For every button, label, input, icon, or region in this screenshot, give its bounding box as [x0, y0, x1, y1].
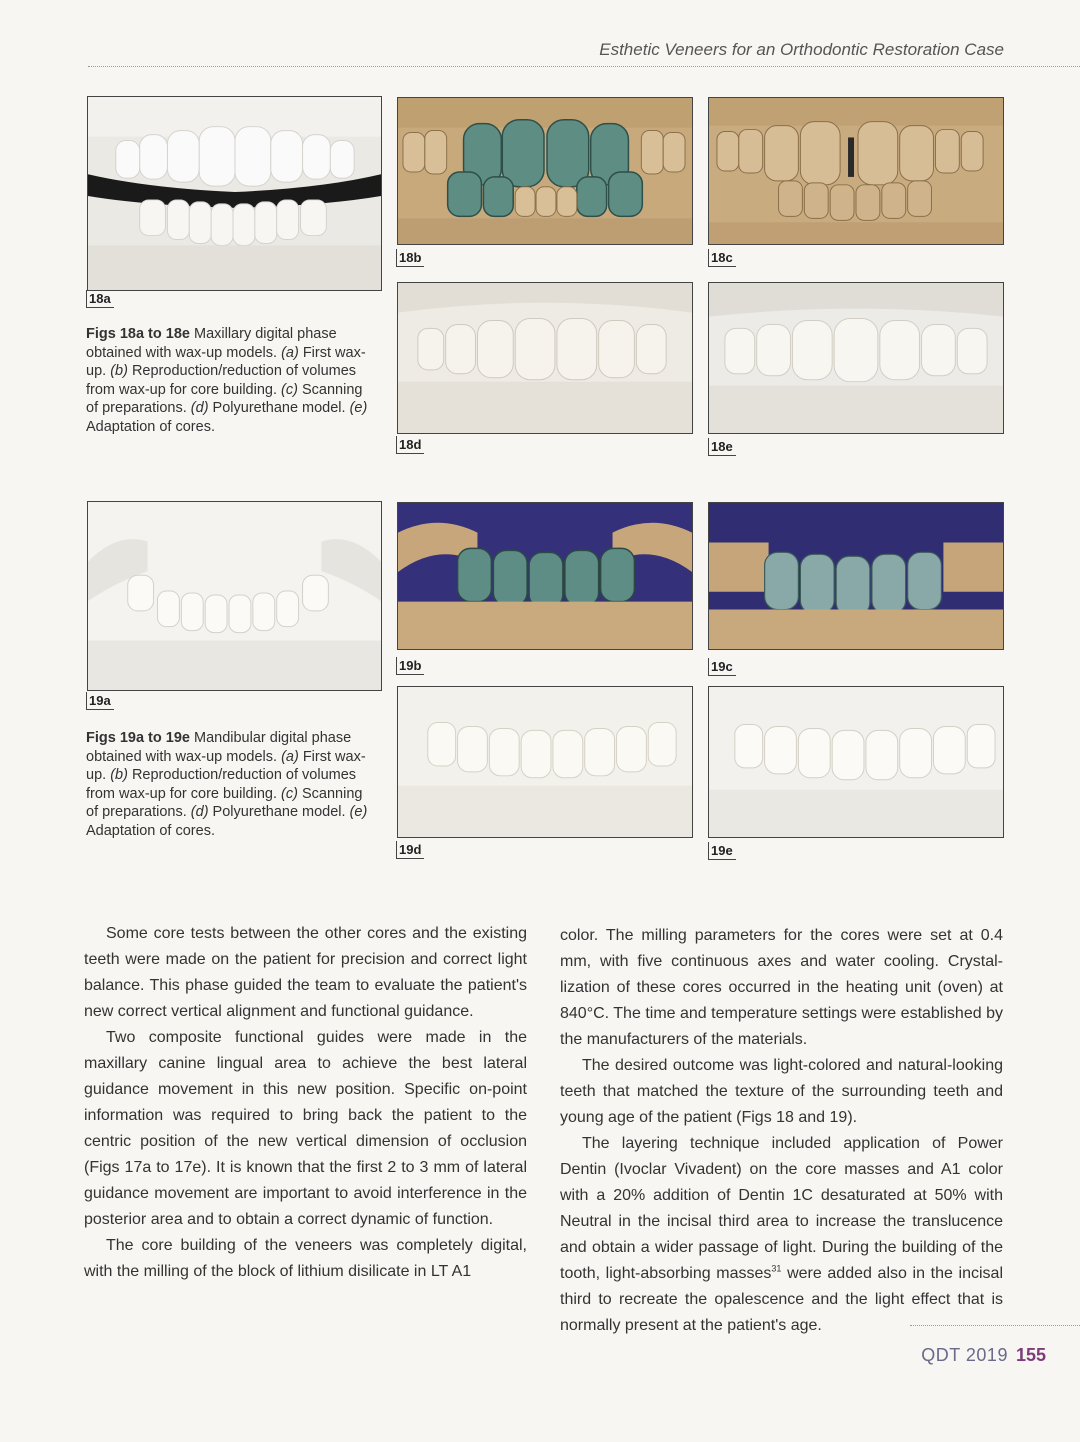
caption-text: Adaptation of cores.	[86, 418, 215, 435]
running-title: Esthetic Veneers for an Orthodontic Restoration Case	[599, 40, 1004, 59]
journal-name: QDT 2019	[921, 1345, 1008, 1365]
figure-18c	[708, 97, 1004, 245]
caption-marker: (e)	[349, 804, 368, 820]
figure-caption-19	[86, 729, 376, 840]
caption-marker: (d)	[190, 804, 209, 820]
caption-title: Figs 19a to 19e	[86, 730, 190, 746]
page-number: 155	[1015, 1345, 1046, 1365]
caption-text: Reproduction/reduction of volumes from wax-up for core building.	[86, 363, 357, 398]
figure-label-18e: 18e	[708, 438, 736, 456]
caption-text: Adaptation of cores.	[86, 822, 215, 839]
caption-text: Polyurethane model.	[208, 804, 350, 820]
caption-text: Polyurethane model.	[208, 400, 350, 416]
caption-marker: (a)	[281, 344, 299, 361]
figure-label-19b: 19b	[396, 657, 424, 675]
body-column-left	[84, 921, 527, 1285]
body-paragraph	[560, 1131, 1003, 1339]
figure-18a	[87, 96, 382, 291]
body-paragraph: color. The milling parameters for the cores were set at 0.4 mm, with five continuous axes and water cooling. Crystallization of these cores occurred in the heating unit (oven) at 840°C. The time and temperature settings were established by the manufacturers of the materials.	[560, 927, 1003, 1048]
figure-label-18b: 18b	[396, 249, 424, 267]
figure-19c	[708, 502, 1004, 650]
figure-18d	[397, 282, 693, 434]
caption-text: Reproduction/reduction of volumes from wax-up for core building.	[86, 767, 357, 802]
figure-19b	[397, 502, 693, 650]
caption-text: Mandibular digital phase obtained with wax-up models.	[86, 730, 352, 765]
caption-marker: (e)	[349, 400, 368, 416]
caption-text: First wax-up.	[86, 344, 366, 379]
figure-label-18d: 18d	[396, 436, 424, 454]
figure-label-19e: 19e	[708, 842, 736, 860]
body-text: were added also in the incisal third to recreate the opalescence and the light effect that is normally present at the patient's age.	[560, 1265, 1003, 1334]
caption-marker: (a)	[281, 748, 299, 765]
caption-marker: (c)	[281, 785, 298, 802]
figure-19d	[397, 686, 693, 838]
figure-label-19c: 19c	[708, 658, 736, 676]
body-paragraph: The desired outcome was light-colored and natural-looking teeth that matched the texture of the surrounding teeth and young age of the patient (Figs 18 and 19).	[560, 1057, 1003, 1126]
figure-caption-18	[86, 325, 376, 436]
caption-marker: (b)	[110, 767, 128, 783]
caption-marker: (c)	[281, 381, 298, 398]
figure-label-18c: 18c	[708, 249, 736, 267]
caption-title: Figs 18a to 18e	[86, 326, 190, 342]
body-column-right	[560, 923, 1003, 1339]
header-rule	[88, 66, 1080, 67]
figure-19e	[708, 686, 1004, 838]
figure-19a	[87, 501, 382, 691]
footer-rule	[910, 1325, 1080, 1326]
figure-18e	[708, 282, 1004, 434]
caption-text: First wax-up.	[86, 748, 366, 783]
figure-label-19a: 19a	[86, 692, 114, 710]
caption-marker: (d)	[190, 400, 209, 416]
caption-text: Maxillary digital phase obtained with wax-up models.	[86, 326, 337, 361]
figure-18b	[397, 97, 693, 245]
caption-text: Scanning of preparations.	[86, 381, 363, 416]
body-paragraph: Some core tests between the other cores and the existing teeth were made on the patient for precision and correct light balance. This phase guided the team to evaluate the patient's new correct vertical alignment and functional guidance.	[84, 925, 527, 1020]
page-footer	[921, 1345, 1046, 1366]
body-text: The layering technique included application of Power Dentin (Ivoclar Vivadent) on the core masses and A1 color with a 20% addition of Dentin 1C desaturated at 50% with Neutral in the incisal third area to increase the translucence and obtain a wider passage of light. During the building of the tooth, light-absorbing masses	[560, 1135, 1003, 1282]
body-paragraph: The core building of the veneers was completely digital, with the milling of the block of lithium disilicate in LT A1	[84, 1237, 527, 1280]
caption-text: Scanning of preparations.	[86, 785, 363, 820]
caption-marker: (b)	[110, 363, 128, 379]
body-paragraph: Two composite functional guides were made in the maxillary canine lingual area to achieve the best lateral guidance movement in this new position. Specific on-point information was required to bring back the patient to the centric position of the new vertical dimension of occlusion (Figs 17a to 17e). It is known that the first 2 to 3 mm of lateral guidance movement are important to avoid interference in the posterior area and to obtain a correct dynamic of function.	[84, 1029, 527, 1228]
reference-superscript: 31	[771, 1263, 782, 1274]
figure-label-18a: 18a	[86, 290, 114, 308]
figure-label-19d: 19d	[396, 841, 424, 859]
